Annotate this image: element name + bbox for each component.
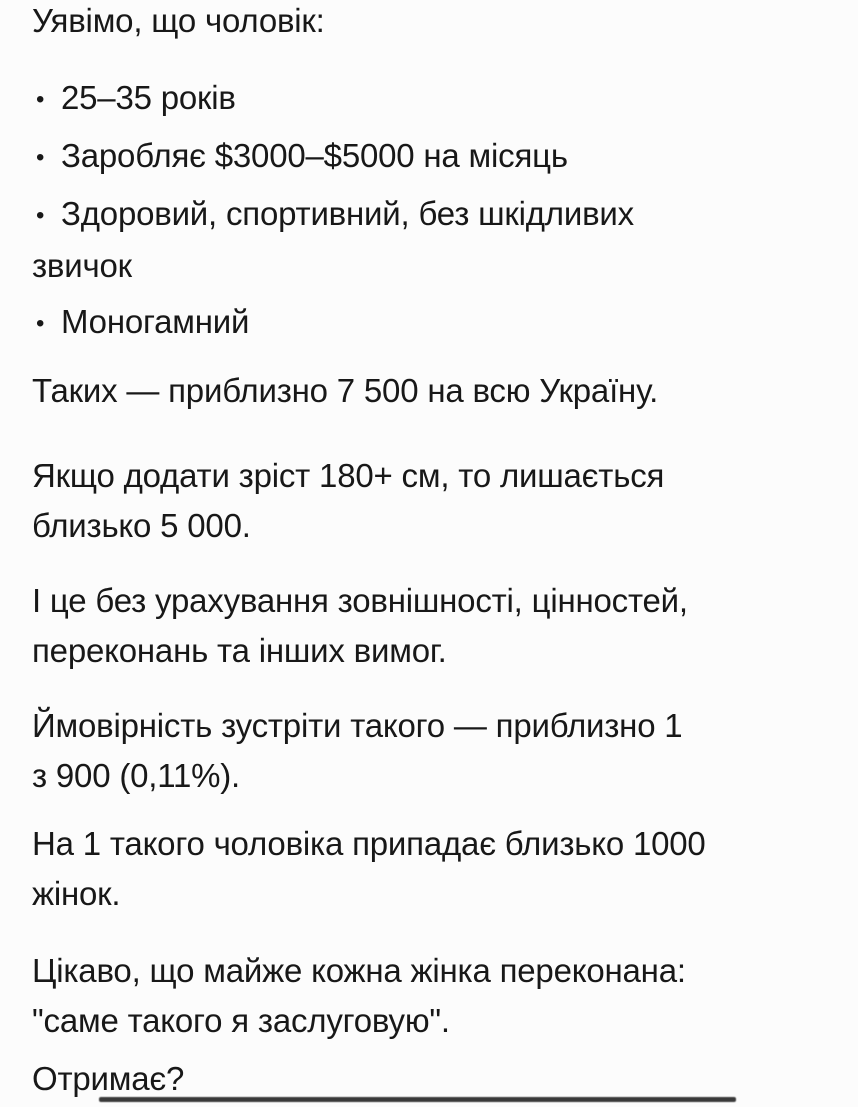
text-line: звичок	[32, 247, 132, 284]
bullet-icon: •	[36, 202, 45, 229]
paragraph-probability	[32, 701, 834, 801]
paragraph-women-belief	[32, 946, 834, 1046]
text-line: "саме такого я заслуговую".	[32, 1002, 450, 1039]
bullet-icon: •	[36, 86, 45, 113]
text-line: На 1 такого чоловіка припадає близько 1000	[32, 825, 706, 862]
paragraph-total-count	[32, 366, 834, 416]
bullet-text: Здоровий, спортивний, без шкідливих	[61, 195, 634, 232]
text-line: Отримає?	[32, 1060, 185, 1097]
text-line	[32, 73, 834, 125]
text-line: Уявімо, що чоловік:	[32, 2, 325, 39]
text-line: з 900 (0,11%).	[32, 757, 240, 794]
text-line	[32, 297, 834, 349]
text-line: близько 5 000.	[32, 507, 251, 544]
paragraph-height-filter	[32, 451, 834, 551]
text-line: переконань та інших вимог.	[32, 632, 447, 669]
text-line: Цікаво, що майже кожна жінка переконана:	[32, 952, 686, 989]
paragraph-ratio	[32, 819, 834, 919]
bullet-text: Заробляє $3000–$5000 на місяць	[61, 137, 568, 174]
bullet-icon: •	[36, 310, 45, 337]
bullet-item-income	[32, 131, 834, 183]
intro-paragraph	[32, 0, 834, 46]
bullet-text: Моногамний	[61, 303, 250, 340]
text-line: Якщо додати зріст 180+ см, то лишається	[32, 457, 665, 494]
bullet-text: 25–35 років	[61, 79, 236, 116]
bullet-icon: •	[36, 144, 45, 171]
paragraph-other-criteria	[32, 576, 834, 676]
bullet-item-health	[32, 189, 834, 291]
text-line: І це без урахування зовнішності, цінностей,	[32, 582, 688, 619]
text-line: Таких — приблизно 7 500 на всю Україну.	[32, 372, 659, 409]
bullet-item-age	[32, 73, 834, 125]
text-line: жінок.	[32, 875, 121, 912]
text-line: Ймовірність зустріти такого — приблизно 1	[32, 707, 683, 744]
bullet-item-monogamous	[32, 297, 834, 349]
text-line	[32, 189, 834, 241]
text-line	[32, 131, 834, 183]
cropped-next-line-remnant	[99, 1097, 736, 1102]
